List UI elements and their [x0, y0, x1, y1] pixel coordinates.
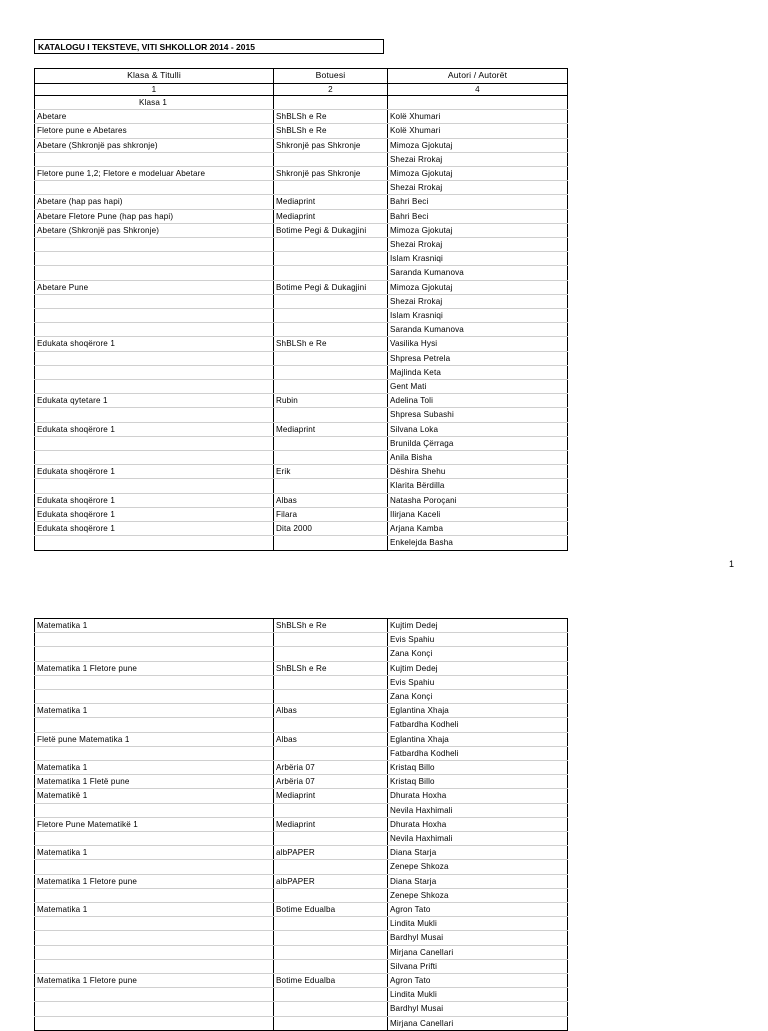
table-row: [35, 619, 568, 633]
table-row: [35, 661, 568, 675]
cell-title: [35, 451, 274, 465]
cell-publisher: [274, 860, 388, 874]
cell-title: [35, 408, 274, 422]
cell-title: Edukata shoqërore 1: [35, 422, 274, 436]
cell-title: Edukata shoqërore 1: [35, 337, 274, 351]
cell-publisher: Erik: [274, 465, 388, 479]
cell-author: Majlinda Keta: [388, 365, 568, 379]
cell-author: Mimoza Gjokutaj: [388, 138, 568, 152]
column-number-1: 1: [35, 83, 274, 96]
table-row: [35, 337, 568, 351]
cell-publisher: Mediaprint: [274, 195, 388, 209]
cell-author: Diana Starja: [388, 846, 568, 860]
header-title: Klasa & Titulli: [35, 69, 274, 84]
table-row: [35, 761, 568, 775]
cell-publisher: [274, 690, 388, 704]
table-row: [35, 124, 568, 138]
cell-publisher: Mediaprint: [274, 789, 388, 803]
cell-title: [35, 746, 274, 760]
cell-publisher: [274, 959, 388, 973]
table-row: [35, 1016, 568, 1030]
cell-title: Abetare (Shkronjë pas Shkronje): [35, 223, 274, 237]
cell-title: Abetare (hap pas hapi): [35, 195, 274, 209]
cell-publisher: [274, 1002, 388, 1016]
cell-title: [35, 323, 274, 337]
page-number: 1: [729, 559, 735, 569]
table-row: [35, 110, 568, 124]
header-publisher: Botuesi: [274, 69, 388, 84]
cell-author: Saranda Kumanova: [388, 266, 568, 280]
cell-title: [35, 479, 274, 493]
cell-publisher: Shkronjë pas Shkronje: [274, 167, 388, 181]
cell-title: [35, 238, 274, 252]
cell-author: Nevila Haxhimali: [388, 803, 568, 817]
cell-title: Matematika 1 Fletore pune: [35, 874, 274, 888]
cell-title: Fletore pune 1,2; Fletore e modeluar Abetare: [35, 167, 274, 181]
cell-title: [35, 860, 274, 874]
cell-author: Kristaq Billo: [388, 775, 568, 789]
cell-title: [35, 1002, 274, 1016]
cell-title: Abetare Fletore Pune (hap pas hapi): [35, 209, 274, 223]
cell-title: [35, 690, 274, 704]
table-row: [35, 988, 568, 1002]
cell-author: Zana Konçi: [388, 690, 568, 704]
cell-publisher: Botime Edualba: [274, 974, 388, 988]
cell-publisher: Mediaprint: [274, 817, 388, 831]
cell-publisher: [274, 988, 388, 1002]
cell-title: Matematika 1: [35, 704, 274, 718]
cell-publisher: Botime Pegi & Dukagjini: [274, 223, 388, 237]
table-row: [35, 365, 568, 379]
cell-author: Evis Spahiu: [388, 675, 568, 689]
class-label-row: [35, 96, 568, 110]
table-row: [35, 493, 568, 507]
cell-author: Anila Bisha: [388, 451, 568, 465]
cell-author: Klarita Bërdilla: [388, 479, 568, 493]
cell-publisher: [274, 181, 388, 195]
cell-title: [35, 294, 274, 308]
table-row: [35, 309, 568, 323]
cell-title: [35, 536, 274, 550]
cell-publisher: [274, 832, 388, 846]
cell-publisher: [274, 479, 388, 493]
cell-title: Edukata qytetare 1: [35, 394, 274, 408]
table-row: [35, 507, 568, 521]
cell-title: [35, 803, 274, 817]
cell-title: [35, 917, 274, 931]
table-row: [35, 294, 568, 308]
cell-title: [35, 266, 274, 280]
cell-title: [35, 252, 274, 266]
cell-author: Eglantina Xhaja: [388, 704, 568, 718]
table-row: [35, 832, 568, 846]
table-row: [35, 266, 568, 280]
cell-title: Edukata shoqërore 1: [35, 493, 274, 507]
table-row: [35, 351, 568, 365]
cell-title: Edukata shoqërore 1: [35, 522, 274, 536]
cell-title: [35, 675, 274, 689]
cell-publisher: [274, 380, 388, 394]
cell-author: Shpresa Petrela: [388, 351, 568, 365]
cell-title: [35, 633, 274, 647]
table-row: [35, 195, 568, 209]
cell-author: Vasilika Hysi: [388, 337, 568, 351]
cell-publisher: Filara: [274, 507, 388, 521]
table-row: [35, 931, 568, 945]
cell-author: Zenepe Shkoza: [388, 860, 568, 874]
cell-author: Adelina Toli: [388, 394, 568, 408]
cell-publisher: ShBLSh e Re: [274, 124, 388, 138]
cell-publisher: [274, 351, 388, 365]
cell-publisher: ShBLSh e Re: [274, 661, 388, 675]
table-row: [35, 181, 568, 195]
table-row: [35, 959, 568, 973]
cell-publisher: [274, 718, 388, 732]
table-row: [35, 903, 568, 917]
cell-title: [35, 309, 274, 323]
cell-publisher: Mediaprint: [274, 209, 388, 223]
table-row: [35, 974, 568, 988]
cell-publisher: Albas: [274, 732, 388, 746]
table-row: [35, 647, 568, 661]
cell-title: Edukata shoqërore 1: [35, 507, 274, 521]
cell-publisher: [274, 803, 388, 817]
cell-publisher: [274, 294, 388, 308]
cell-author: Enkelejda Basha: [388, 536, 568, 550]
cell-publisher: [274, 888, 388, 902]
cell-author: Silvana Loka: [388, 422, 568, 436]
cell-author: Lindita Mukli: [388, 988, 568, 1002]
cell-author: Fatbardha Kodheli: [388, 718, 568, 732]
cell-author: Mirjana Canellari: [388, 1016, 568, 1030]
cell-author: Eglantina Xhaja: [388, 732, 568, 746]
cell-author: Natasha Poroçani: [388, 493, 568, 507]
column-number-3: 4: [388, 83, 568, 96]
table-row: [35, 209, 568, 223]
cell-publisher: Mediaprint: [274, 422, 388, 436]
cell-title: [35, 365, 274, 379]
cell-publisher: [274, 536, 388, 550]
cell-publisher: [274, 152, 388, 166]
cell-author: Kolë Xhumari: [388, 124, 568, 138]
table-row: [35, 803, 568, 817]
table-row: [35, 422, 568, 436]
catalog-table-1: [34, 68, 568, 551]
cell-title: Matematikë 1: [35, 789, 274, 803]
cell-author: Dhurata Hoxha: [388, 789, 568, 803]
cell-title: [35, 181, 274, 195]
table-row: [35, 789, 568, 803]
cell-publisher: [274, 266, 388, 280]
cell-publisher: [274, 365, 388, 379]
cell-publisher: [274, 1016, 388, 1030]
cell-publisher: [274, 931, 388, 945]
cell-title: Matematika 1: [35, 619, 274, 633]
column-number-row: [35, 83, 568, 96]
cell-author: Shezai Rrokaj: [388, 294, 568, 308]
table-row: [35, 917, 568, 931]
cell-title: [35, 931, 274, 945]
cell-title: [35, 380, 274, 394]
cell-publisher: [274, 309, 388, 323]
cell-author: Kolë Xhumari: [388, 110, 568, 124]
table-row: [35, 718, 568, 732]
cell-author: Bardhyl Musai: [388, 1002, 568, 1016]
cell-title: Matematika 1: [35, 846, 274, 860]
table-row: [35, 732, 568, 746]
cell-author: Bardhyl Musai: [388, 931, 568, 945]
cell-publisher: [274, 945, 388, 959]
cell-publisher: Dita 2000: [274, 522, 388, 536]
cell-author: Evis Spahiu: [388, 633, 568, 647]
cell-author: Bahri Beci: [388, 195, 568, 209]
table-row: [35, 874, 568, 888]
table-row: [35, 846, 568, 860]
cell-publisher: [274, 647, 388, 661]
cell-publisher: albPAPER: [274, 874, 388, 888]
cell-author: Diana Starja: [388, 874, 568, 888]
cell-title: Abetare Pune: [35, 280, 274, 294]
cell-author: Bahri Beci: [388, 209, 568, 223]
cell-publisher: Botime Pegi & Dukagjini: [274, 280, 388, 294]
cell-publisher: Rubin: [274, 394, 388, 408]
cell-publisher: Shkronjë pas Shkronje: [274, 138, 388, 152]
table-row: [35, 775, 568, 789]
cell-publisher: [274, 408, 388, 422]
column-number-2: 2: [274, 83, 388, 96]
cell-title: [35, 888, 274, 902]
cell-title: Fletore pune e Abetares: [35, 124, 274, 138]
cell-title: [35, 1016, 274, 1030]
header-authors: Autori / Autorët: [388, 69, 568, 84]
cell-title: [35, 436, 274, 450]
cell-title: Matematika 1 Fletore pune: [35, 661, 274, 675]
table-row: [35, 280, 568, 294]
cell-author: Shezai Rrokaj: [388, 152, 568, 166]
table-row: [35, 633, 568, 647]
cell-publisher: ShBLSh e Re: [274, 619, 388, 633]
cell-publisher: [274, 323, 388, 337]
cell-author: Brunilda Çërraga: [388, 436, 568, 450]
cell-publisher: Albas: [274, 493, 388, 507]
table-row: [35, 465, 568, 479]
cell-author: Mirjana Canellari: [388, 945, 568, 959]
table-row: [35, 536, 568, 550]
catalog-title: KATALOGU I TEKSTEVE, VITI SHKOLLOR 2014 - 2015: [34, 39, 384, 54]
table-row: [35, 1002, 568, 1016]
cell-publisher: Arbëria 07: [274, 761, 388, 775]
table-row: [35, 380, 568, 394]
cell-title: Abetare (Shkronjë pas shkronje): [35, 138, 274, 152]
table-row: [35, 323, 568, 337]
cell-author: Islam Krasniqi: [388, 309, 568, 323]
cell-publisher: [274, 917, 388, 931]
cell-author: Lindita Mukli: [388, 917, 568, 931]
cell-publisher: ShBLSh e Re: [274, 110, 388, 124]
table-row: [35, 436, 568, 450]
cell-title: [35, 647, 274, 661]
cell-publisher: [274, 238, 388, 252]
cell-author: Mimoza Gjokutaj: [388, 223, 568, 237]
cell-title: [35, 152, 274, 166]
cell-author: Kujtim Dedej: [388, 661, 568, 675]
header-row: [35, 69, 568, 84]
table-row: [35, 817, 568, 831]
table-row: [35, 704, 568, 718]
cell-author: Agron Tato: [388, 974, 568, 988]
cell-author: Ilirjana Kaceli: [388, 507, 568, 521]
cell-title: Fletore Pune Matematikë 1: [35, 817, 274, 831]
cell-author: Gent Mati: [388, 380, 568, 394]
cell-author: Dëshira Shehu: [388, 465, 568, 479]
cell-title: [35, 959, 274, 973]
cell-author: Zana Konçi: [388, 647, 568, 661]
cell-author: Shpresa Subashi: [388, 408, 568, 422]
table-row: [35, 408, 568, 422]
cell-publisher: Albas: [274, 704, 388, 718]
cell-publisher: [274, 746, 388, 760]
cell-author: Islam Krasniqi: [388, 252, 568, 266]
table-row: [35, 138, 568, 152]
table-row: [35, 860, 568, 874]
cell-title: [35, 988, 274, 1002]
cell-author: Mimoza Gjokutaj: [388, 167, 568, 181]
table-row: [35, 238, 568, 252]
cell-title: Matematika 1: [35, 903, 274, 917]
cell-publisher: [274, 675, 388, 689]
cell-author: Saranda Kumanova: [388, 323, 568, 337]
cell-title: [35, 351, 274, 365]
cell-author: Shezai Rrokaj: [388, 238, 568, 252]
cell-author: Mimoza Gjokutaj: [388, 280, 568, 294]
table-row: [35, 451, 568, 465]
cell-title: Matematika 1 Fletore pune: [35, 974, 274, 988]
cell-author: Zenepe Shkoza: [388, 888, 568, 902]
cell-author: Fatbardha Kodheli: [388, 746, 568, 760]
cell-publisher: Botime Edualba: [274, 903, 388, 917]
cell-title: Matematika 1: [35, 761, 274, 775]
cell-author: Dhurata Hoxha: [388, 817, 568, 831]
table-row: [35, 479, 568, 493]
table-row: [35, 522, 568, 536]
cell-title: [35, 718, 274, 732]
cell-publisher: [274, 451, 388, 465]
cell-publisher: Arbëria 07: [274, 775, 388, 789]
table-row: [35, 152, 568, 166]
cell-publisher: albPAPER: [274, 846, 388, 860]
cell-author: Kujtim Dedej: [388, 619, 568, 633]
cell-author: Silvana Prifti: [388, 959, 568, 973]
cell-title: Abetare: [35, 110, 274, 124]
cell-author: Nevila Haxhimali: [388, 832, 568, 846]
cell-title: [35, 945, 274, 959]
class-label: Klasa 1: [35, 96, 274, 110]
cell-publisher: [274, 436, 388, 450]
table-row: [35, 252, 568, 266]
cell-title: [35, 832, 274, 846]
cell-author: Arjana Kamba: [388, 522, 568, 536]
table-row: [35, 746, 568, 760]
cell-publisher: [274, 633, 388, 647]
table-row: [35, 888, 568, 902]
cell-title: Matematika 1 Fletë pune: [35, 775, 274, 789]
table-row: [35, 675, 568, 689]
cell-publisher: [274, 252, 388, 266]
cell-author: Kristaq Billo: [388, 761, 568, 775]
table-row: [35, 223, 568, 237]
catalog-table-2: [34, 618, 568, 1031]
cell-author: Shezai Rrokaj: [388, 181, 568, 195]
table-row: [35, 394, 568, 408]
cell-title: Fletë pune Matematika 1: [35, 732, 274, 746]
table-row: [35, 167, 568, 181]
table-row: [35, 690, 568, 704]
cell-author: Agron Tato: [388, 903, 568, 917]
cell-title: Edukata shoqërore 1: [35, 465, 274, 479]
cell-publisher: ShBLSh e Re: [274, 337, 388, 351]
table-row: [35, 945, 568, 959]
